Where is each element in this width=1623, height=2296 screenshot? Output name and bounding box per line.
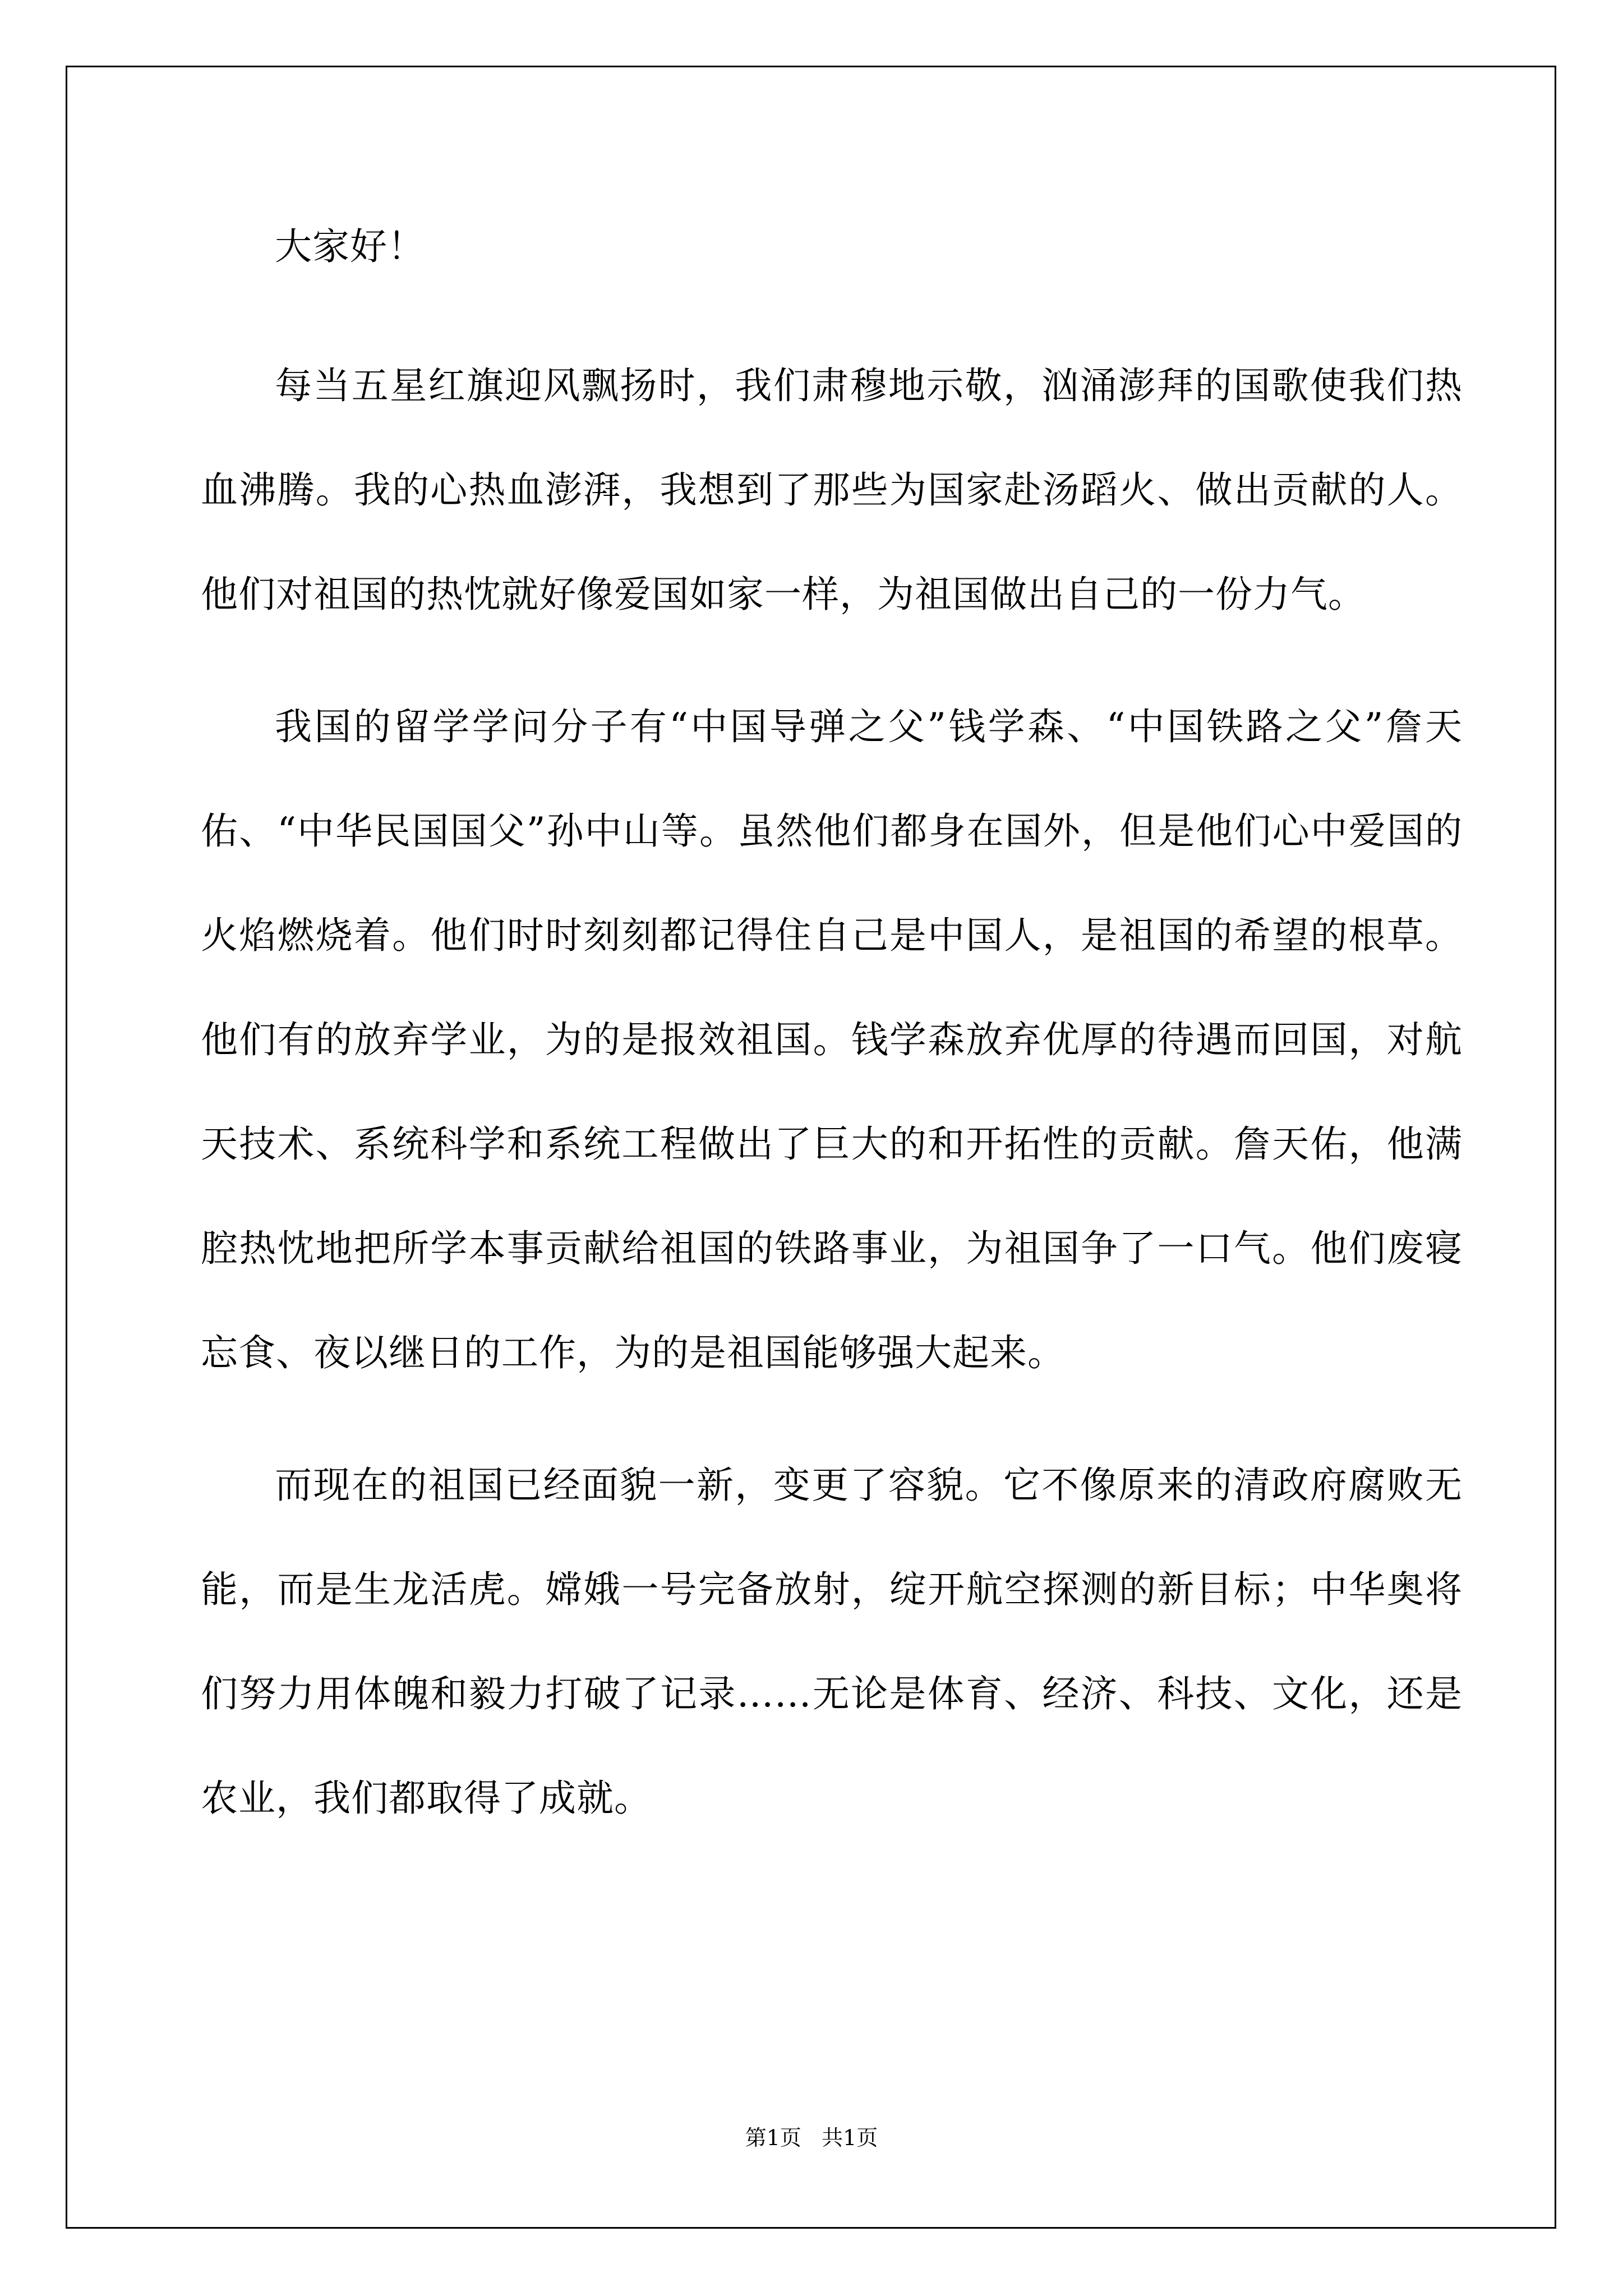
page-number-footer: 第1页 共1页: [745, 2125, 878, 2150]
document-body: [201, 213, 1463, 1879]
paragraph-anthem: 每当五星红旗迎风飘扬时，我们肃穆地示敬，汹涌澎拜的国歌使我们热血沸腾。我的心热血澎湃，我想到了那些为国家赴汤蹈火、做出贡献的人。他们对祖国的热忱就好像爱国如家一样，为祖国做出自己的一份力气。: [201, 364, 1463, 616]
greeting-paragraph: 大家好！: [275, 225, 425, 268]
paragraph-scholars: 我国的留学学问分子有“中国导弹之父”钱学森、“中国铁路之父”詹天佑、“中华民国国父”孙中山等。虽然他们都身在国外，但是他们心中爱国的火焰燃烧着。他们时时刻刻都记得住自己是中国人，是祖国的希望的根草。他们有的放弃学业，为的是报效祖国。钱学森放弃优厚的待遇而回国，对航天技术、系统科学和系统工程做出了巨大的和开拓性的贡献。詹天佑，他满腔热忱地把所学本事贡献给祖国的铁路事业，为祖国争了一口气。他们废寝忘食、夜以继日的工作，为的是祖国能够强大起来。: [201, 705, 1463, 1374]
paragraph-achievements: 而现在的祖国已经面貌一新，变更了容貌。它不像原来的清政府腐败无能，而是生龙活虎。嫦娥一号完备放射，绽开航空探测的新目标；中华奥将们努力用体魄和毅力打破了记录……无论是体育、经济、科技、文化，还是农业，我们都取得了成就。: [201, 1464, 1463, 1820]
